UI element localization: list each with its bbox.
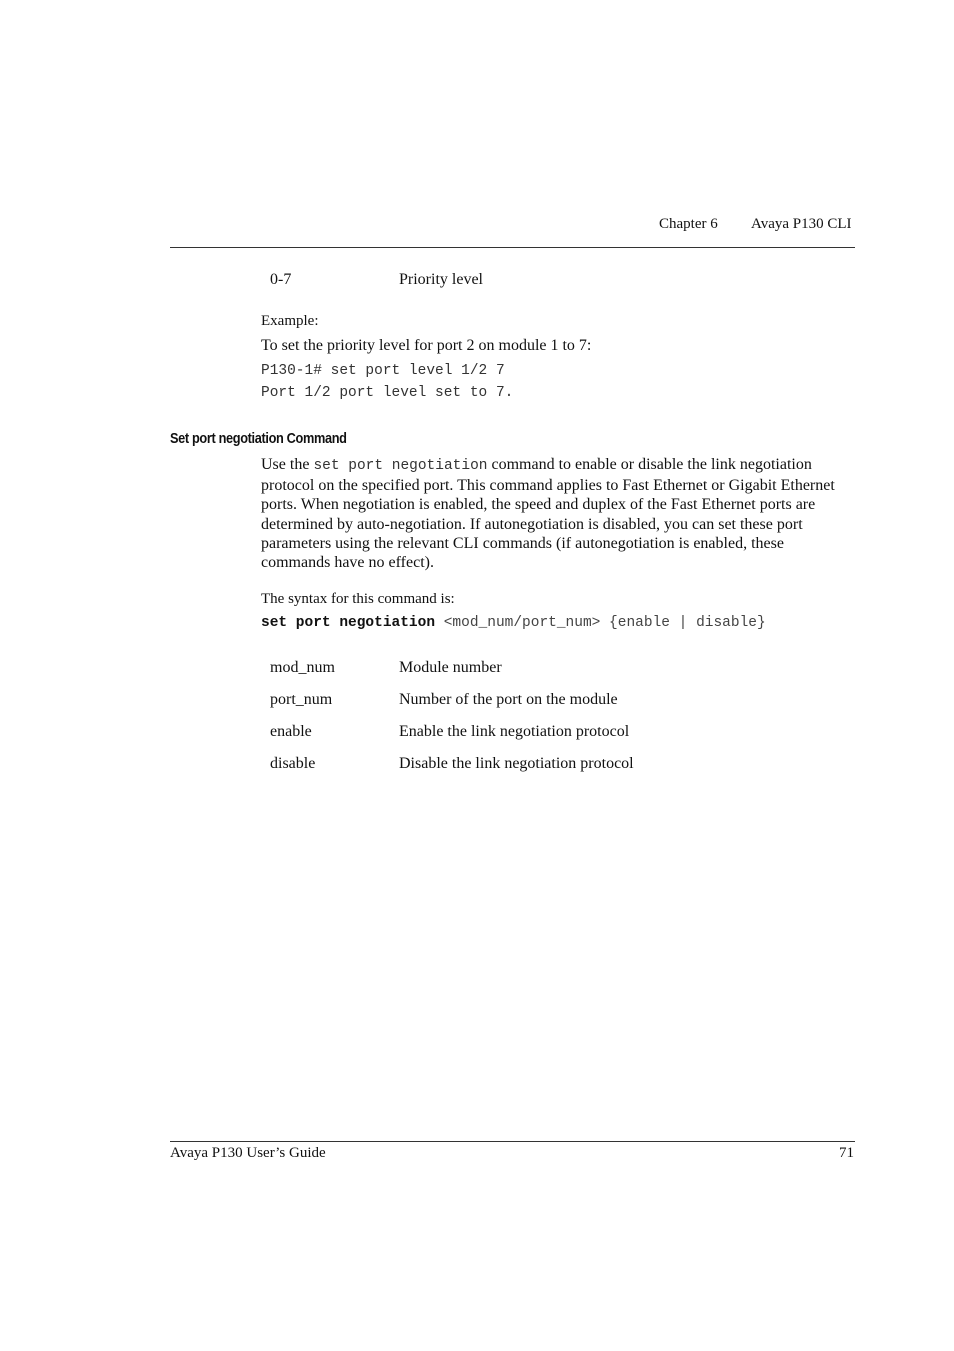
description-paragraph: [261, 455, 855, 572]
param-desc-disable: Disable the link negotiation protocol: [399, 755, 634, 772]
syntax-label: The syntax for this command is:: [261, 591, 455, 607]
desc-rest: command to enable or disable the link negotiation protocol on the specified port. This command applies to Fast Ethernet or Gigabit Ethernet ports. When negotiation is enabled, the speed and duplex of the Fast Ethernet ports are determined by auto-negotiation. If autonegotiation is disabled, you can set these port parameters using the relevant CLI commands (if autonegotiation is enabled, these commands have no effect).: [261, 456, 835, 572]
header-chapter: Chapter 6: [659, 216, 718, 232]
desc-prefix: Use the: [261, 456, 314, 473]
param-name-enable: enable: [270, 723, 312, 740]
footer-rule: [170, 1141, 855, 1142]
desc-inline-code: set port negotiation: [313, 458, 488, 474]
footer-guide-title: Avaya P130 User’s Guide: [170, 1145, 326, 1161]
header-title: Avaya P130 CLI: [751, 216, 852, 232]
header-rule: [170, 247, 855, 248]
param-desc-enable: Enable the link negotiation protocol: [399, 723, 630, 740]
param-name-mod-num: mod_num: [270, 659, 335, 676]
page-number: 71: [839, 1145, 854, 1161]
syntax-args: <mod_num/port_num> {enable | disable}: [435, 615, 766, 631]
syntax-line: [261, 615, 766, 631]
code-line-output: Port 1/2 port level set to 7.: [261, 385, 514, 401]
param-desc-mod-num: Module number: [399, 659, 502, 676]
section-heading: Set port negotiation Command: [170, 431, 347, 447]
example-description: To set the priority level for port 2 on module 1 to 7:: [261, 337, 592, 354]
param-name-priority: 0-7: [270, 271, 292, 288]
syntax-keyword: set port negotiation: [261, 615, 436, 631]
param-desc-port-num: Number of the port on the module: [399, 691, 618, 708]
param-desc-priority: Priority level: [399, 271, 483, 288]
param-name-port-num: port_num: [270, 691, 333, 708]
code-line-command: P130-1# set port level 1/2 7: [261, 363, 505, 379]
param-name-disable: disable: [270, 755, 316, 772]
example-label: Example:: [261, 313, 319, 329]
